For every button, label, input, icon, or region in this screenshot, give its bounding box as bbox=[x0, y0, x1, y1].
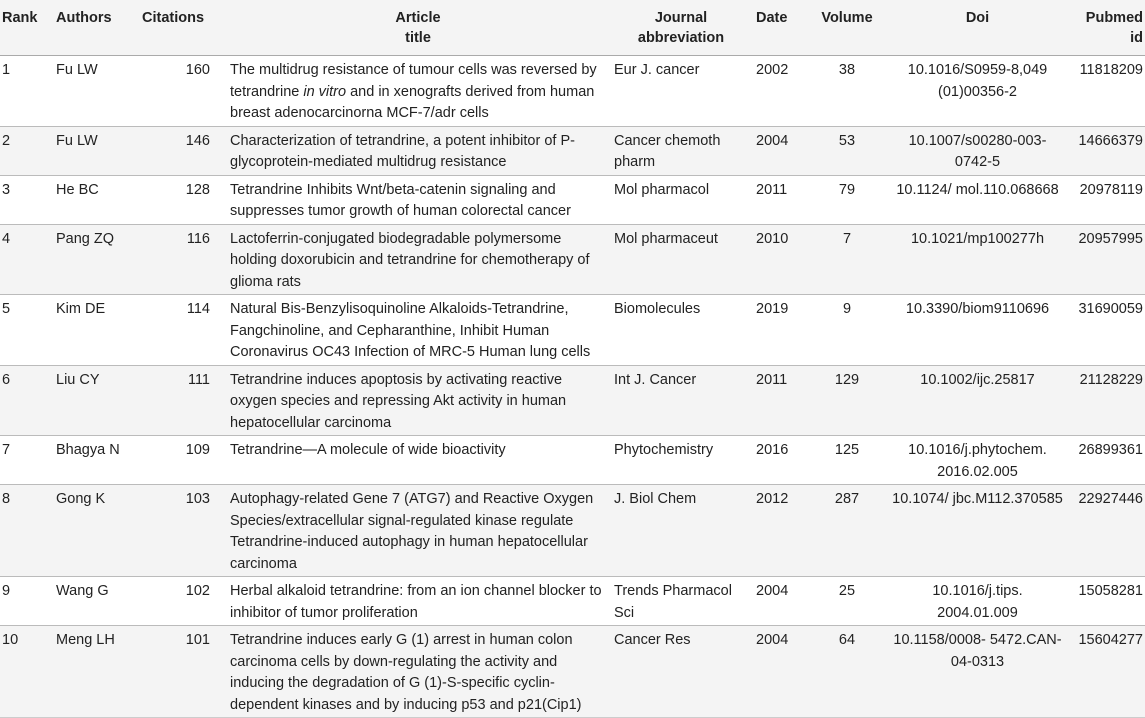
cell-journal: Int J. Cancer bbox=[614, 371, 697, 388]
cell-pubmed-id: 11818209 bbox=[1079, 62, 1143, 78]
cell-rank: 2 bbox=[2, 132, 11, 149]
cell-rank: 6 bbox=[2, 371, 11, 388]
cell-rank: 5 bbox=[2, 301, 11, 317]
cell-article-title: Tetrandrine induces apoptosis by activating reactive oxygen species and repressing Akt activity in human hepatocellular carcinoma bbox=[230, 371, 567, 431]
cell-citations: 116 bbox=[186, 230, 210, 247]
cell-pubmed-id: 26899361 bbox=[1078, 442, 1143, 458]
cell-rank: 4 bbox=[2, 230, 11, 247]
cell-journal: J. Biol Chem bbox=[614, 491, 697, 507]
cell-doi: 10.1016/S0959-8,049 (01)00356-2 bbox=[907, 62, 1048, 100]
cell-article-title: Characterization of tetrandrine, a potent inhibitor of P-glycoprotein-mediated multidrug resistance bbox=[230, 132, 575, 170]
cell-citations: 109 bbox=[185, 442, 210, 458]
cell-doi: 10.1016/j.phytochem. 2016.02.005 bbox=[908, 442, 1047, 480]
cell-date: 2004 bbox=[756, 132, 789, 149]
cell-article-title: Tetrandrine—A molecule of wide bioactivity bbox=[230, 442, 506, 458]
cell-citations: 128 bbox=[185, 181, 210, 198]
cell-doi: 10.1007/s00280-003-0742-5 bbox=[908, 132, 1047, 170]
cell-pubmed-id: 14666379 bbox=[1078, 132, 1143, 149]
header-pubmed-id: Pubmed id bbox=[1067, 0, 1145, 56]
cell-volume: 53 bbox=[838, 132, 856, 149]
cell-journal: Phytochemistry bbox=[614, 442, 714, 458]
cell-volume: 64 bbox=[838, 632, 856, 648]
cell-rank: 1 bbox=[2, 62, 11, 78]
header-row bbox=[0, 0, 1145, 56]
cell-article-title: The multidrug resistance of tumour cells was reversed by tetrandrine in vitro and in xenografts derived from human breast adenocarcinorna MCF-7/adr cells bbox=[230, 62, 597, 121]
cell-volume: 25 bbox=[838, 583, 856, 599]
cell-journal: Cancer chemoth pharm bbox=[614, 132, 721, 170]
header-date: Date bbox=[752, 0, 806, 56]
table-row bbox=[0, 175, 1145, 224]
cell-volume: 129 bbox=[834, 371, 860, 388]
cell-rank: 9 bbox=[2, 583, 11, 599]
cell-article-title: Autophagy-related Gene 7 (ATG7) and Reactive Oxygen Species/extracellular signal-regulated kinase regulate Tetrandrine-induced autophagy in human hepatocellular carcinoma bbox=[230, 491, 594, 572]
table-row bbox=[0, 626, 1145, 718]
cell-rank: 8 bbox=[2, 491, 11, 507]
cell-journal: Trends Pharmacol Sci bbox=[614, 583, 732, 621]
cell-volume: 125 bbox=[834, 442, 860, 458]
cell-authors: He BC bbox=[56, 181, 99, 198]
cell-journal: Cancer Res bbox=[614, 632, 691, 648]
cell-citations: 103 bbox=[185, 491, 210, 507]
cell-doi: 10.1002/ijc.25817 bbox=[920, 371, 1035, 388]
cell-authors: Bhagya N bbox=[56, 442, 120, 458]
cell-doi: 10.1074/ jbc.M112.370585 bbox=[892, 491, 1063, 507]
header-journal-abbreviation: Journal abbreviation bbox=[610, 0, 752, 56]
cell-authors: Wang G bbox=[56, 583, 109, 599]
cell-authors: Gong K bbox=[56, 491, 106, 507]
cell-doi: 10.3390/biom9110696 bbox=[905, 301, 1050, 317]
cell-doi: 10.1124/ mol.110.068668 bbox=[896, 181, 1059, 198]
table-row bbox=[0, 577, 1145, 626]
cell-journal: Biomolecules bbox=[614, 301, 701, 317]
cell-date: 2002 bbox=[756, 62, 789, 78]
table-row bbox=[0, 436, 1145, 485]
header-citations: Citations bbox=[138, 0, 226, 56]
cell-volume: 287 bbox=[834, 491, 860, 507]
cell-doi: 10.1016/j.tips. 2004.01.009 bbox=[932, 583, 1023, 621]
header-article-title: Article title bbox=[226, 0, 610, 56]
cell-volume: 9 bbox=[842, 301, 852, 317]
cell-date: 2016 bbox=[756, 442, 789, 458]
cell-citations: 111 bbox=[187, 371, 210, 388]
cell-volume: 38 bbox=[838, 62, 856, 78]
table-row bbox=[0, 485, 1145, 577]
cell-pubmed-id: 15058281 bbox=[1078, 583, 1143, 599]
cell-authors: Fu LW bbox=[56, 62, 98, 78]
header-authors: Authors bbox=[52, 0, 138, 56]
cell-date: 2004 bbox=[756, 632, 789, 648]
cell-doi: 10.1021/mp100277h bbox=[910, 230, 1045, 247]
cell-volume: 7 bbox=[842, 230, 852, 247]
cell-pubmed-id: 15604277 bbox=[1078, 632, 1143, 648]
cell-pubmed-id: 20957995 bbox=[1078, 230, 1143, 247]
cell-date: 2012 bbox=[756, 491, 789, 507]
table-row bbox=[0, 224, 1145, 295]
cell-date: 2019 bbox=[756, 301, 789, 317]
header-volume: Volume bbox=[806, 0, 888, 56]
cell-journal: Eur J. cancer bbox=[614, 62, 700, 78]
table-row bbox=[0, 126, 1145, 175]
cell-date: 2011 bbox=[756, 181, 788, 198]
cell-authors: Fu LW bbox=[56, 132, 98, 149]
cell-doi: 10.1158/0008- 5472.CAN-04-0313 bbox=[893, 632, 1062, 670]
cell-authors: Meng LH bbox=[56, 632, 115, 648]
cell-pubmed-id: 20978119 bbox=[1079, 181, 1143, 198]
cell-rank: 7 bbox=[2, 442, 11, 458]
cell-pubmed-id: 21128229 bbox=[1079, 371, 1143, 388]
cell-journal: Mol pharmacol bbox=[614, 181, 710, 198]
cell-article-title: Tetrandrine induces early G (1) arrest in human colon carcinoma cells by down-regulating the activity and inducing the degradation of G (1)-S-specific cyclin-dependent kinases and by inducing p53 and p21(Cip1) bbox=[230, 632, 582, 713]
cell-authors: Liu CY bbox=[56, 371, 100, 388]
cell-date: 2010 bbox=[756, 230, 789, 247]
cell-rank: 10 bbox=[2, 632, 19, 648]
cell-citations: 102 bbox=[185, 583, 210, 599]
table-row bbox=[0, 295, 1145, 366]
cell-pubmed-id: 22927446 bbox=[1078, 491, 1143, 507]
header-doi: Doi bbox=[888, 0, 1067, 56]
table-body bbox=[0, 56, 1145, 718]
cell-authors: Pang ZQ bbox=[56, 230, 115, 247]
cell-authors: Kim DE bbox=[56, 301, 106, 317]
cell-citations: 160 bbox=[185, 62, 210, 78]
cell-article-title: Herbal alkaloid tetrandrine: from an ion channel blocker to inhibitor of tumor proliferation bbox=[230, 583, 602, 621]
cell-volume: 79 bbox=[838, 181, 856, 198]
cell-journal: Mol pharmaceut bbox=[614, 230, 718, 247]
cell-rank: 3 bbox=[2, 181, 11, 198]
cell-citations: 101 bbox=[185, 632, 210, 648]
table-row bbox=[0, 365, 1145, 436]
cell-citations: 114 bbox=[186, 301, 210, 317]
cell-article-title: Tetrandrine Inhibits Wnt/beta-catenin signaling and suppresses tumor growth of human colorectal cancer bbox=[230, 181, 571, 219]
cell-pubmed-id: 31690059 bbox=[1078, 301, 1143, 317]
table-row bbox=[0, 56, 1145, 127]
cell-date: 2011 bbox=[756, 371, 788, 388]
cell-article-title: Natural Bis-Benzylisoquinoline Alkaloids-Tetrandrine, Fangchinoline, and Cepharanthine, Inhibit Human Coronavirus OC43 Infection of MRC-5 Human lung cells bbox=[230, 301, 591, 360]
cell-citations: 146 bbox=[185, 132, 210, 149]
cell-date: 2004 bbox=[756, 583, 789, 599]
cell-article-title: Lactoferrin-conjugated biodegradable polymersome holding doxorubicin and tetrandrine for chemotherapy of glioma rats bbox=[230, 230, 590, 290]
header-rank: Rank bbox=[0, 0, 52, 56]
